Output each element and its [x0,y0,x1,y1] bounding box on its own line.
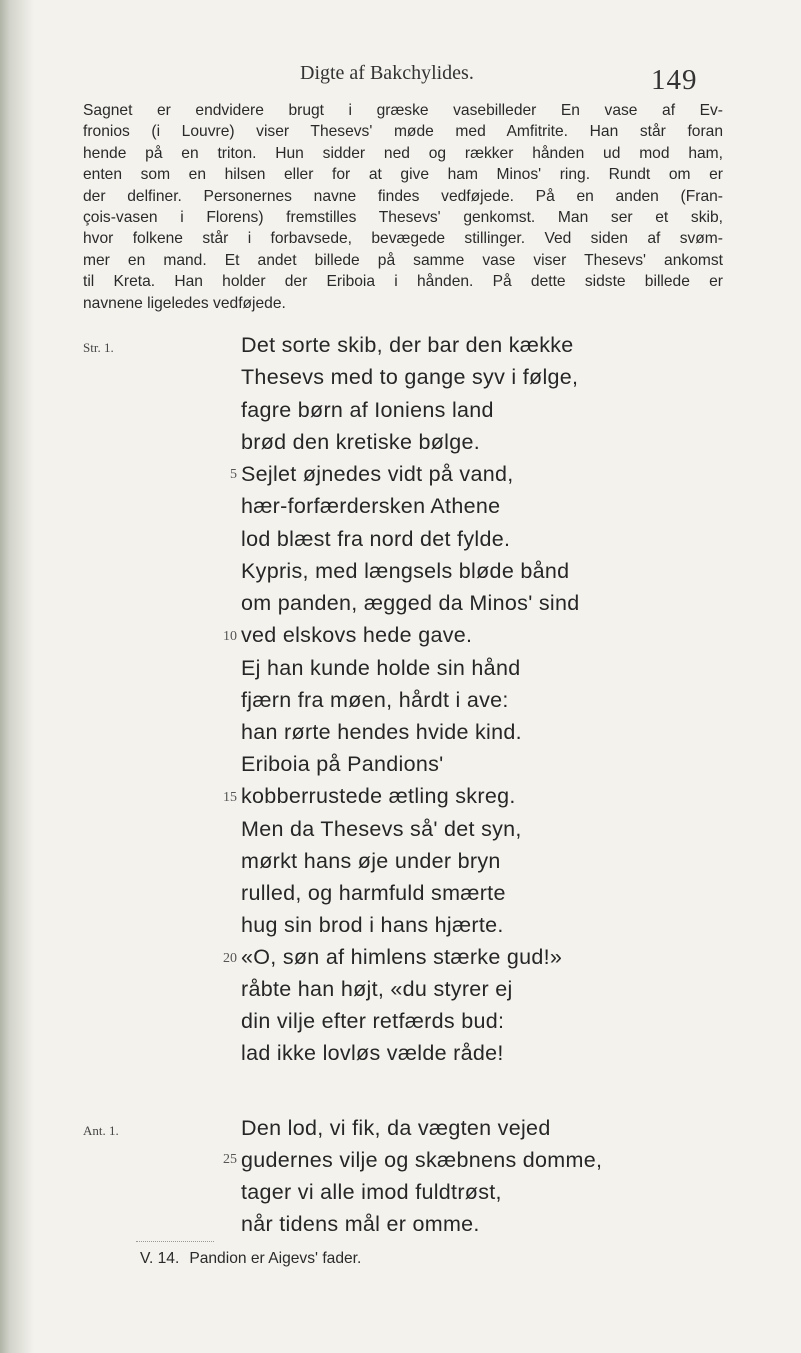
poem-line: Kypris, med længsels bløde bånd [241,559,570,583]
poem-line: tager vi alle imod fuldtrøst, [241,1180,502,1204]
prose-line: navnene ligeledes vedføjede. [83,294,286,312]
poem-line: mørkt hans øje under bryn [241,849,501,873]
strophe-label: Str. 1. [83,340,114,355]
page-header [0,60,801,100]
poem-line: fjærn fra møen, hårdt i ave: [241,688,509,712]
poem-line: lad ikke lovløs vælde råde! [241,1041,504,1065]
poem-line: Thesevs med to gange syv i følge, [241,365,579,389]
poem-line: når tidens mål er omme. [241,1212,480,1236]
prose-line: mer en mand. Et andet billede på samme vase viser Thesevs' ankomst [83,251,723,269]
poem-line: Eriboia på Pandions' [241,752,444,776]
line-number: 25 [223,1152,237,1167]
line-number: 15 [223,790,237,805]
poem-line: han rørte hendes hvide kind. [241,720,522,744]
prose-line: til Kreta. Han holder der Eriboia i hånden. På dette sidste billede er [83,273,723,291]
prose-line: hvor folkene står i forbavsede, bevægede stillinger. Ved siden af svøm- [83,230,723,248]
prose-line: fronios (i Louvre) viser Thesevs' møde med Amfitrite. Han står foran [83,123,723,141]
poem-line: fagre børn af Ioniens land [241,398,494,422]
poem-line: om panden, ægged da Minos' sind [241,591,580,615]
poem-line: Det sorte skib, der bar den kække [241,333,574,357]
poem-line: din vilje efter retfærds bud: [241,1009,505,1033]
poem-line: gudernes vilje og skæbnens domme, [241,1148,603,1172]
poem-line: hug sin brod i hans hjærte. [241,913,504,937]
poem-line: brød den kretiske bølge. [241,430,481,454]
prose-line: hende på en triton. Hun sidder ned og rækker hånden ud mod ham, [83,144,723,162]
poem-line: Den lod, vi fik, da vægten vejed [241,1116,551,1140]
prose-line: enten som en hilsen eller for at give ham Minos' ring. Rundt om er [83,166,723,184]
page-number: 149 [651,64,698,96]
footnote-text: Pandion er Aigevs' fader. [189,1250,362,1267]
prose-line: Sagnet er endvidere brugt i græske vasebilleder En vase af Ev- [83,102,723,119]
running-title: Digte af Bakchylides. [300,62,474,84]
poem-line: lod blæst fra nord det fylde. [241,527,511,551]
line-number: 10 [223,629,237,644]
poem-line: Sejlet øjnedes vidt på vand, [241,462,514,486]
line-number: 20 [223,951,237,966]
prose-line: der delfiner. Personernes navne findes vedføjede. På en anden (Fran- [83,187,723,205]
prose-paragraph [83,100,723,314]
line-number: 5 [230,467,237,482]
antistrophe-label: Ant. 1. [83,1123,119,1138]
poem-line: ved elskovs hede gave. [241,623,473,647]
prose-line: çois-vasen i Florens) fremstilles Thesevs' genkomst. Man ser et skib, [83,209,723,227]
poem-line: kobberrustede ætling skreg. [241,784,516,808]
footnote [140,1250,361,1268]
poem-line: Men da Thesevs så' det syn, [241,817,522,841]
footnote-reference: V. 14. [140,1250,180,1267]
poem-line: hær-forfærdersken Athene [241,494,501,518]
poem-line: råbte han højt, «du styrer ej [241,977,513,1001]
poem-line: rulled, og harmfuld smærte [241,881,506,905]
poem-line: Ej han kunde holde sin hånd [241,656,521,680]
footnote-separator [136,1241,214,1242]
poem-line: «O, søn af himlens stærke gud!» [241,945,563,969]
